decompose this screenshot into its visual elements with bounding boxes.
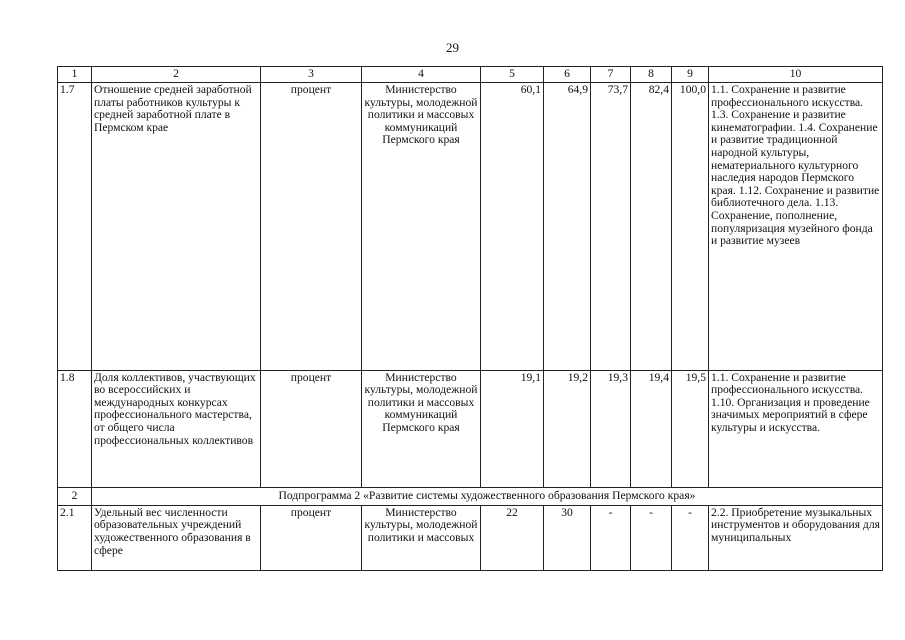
value-col-7: - (591, 505, 631, 570)
measures-cell: 1.1. Сохранение и развитие профессионального искусства. 1.10. Организация и проведение значимых мероприятий в сфере культуры и искусства. (709, 370, 883, 487)
indicator-name: Отношение средней заработной платы работников культуры к средней заработной плате в Пермском крае (92, 83, 261, 371)
header-cell: 9 (672, 67, 709, 83)
value-col-8: - (631, 505, 672, 570)
unit-cell: процент (261, 505, 362, 570)
header-cell: 4 (362, 67, 481, 83)
measures-cell: 1.1. Сохранение и развитие профессионального искусства. 1.3. Сохранение и развитие кинематографии. 1.4. Сохранение и развитие традиционной народной культуры, нематериального культурного наследия народов Пермского края. 1.12. Сохранение и развитие библиотечного дела. 1.13. Сохранение, пополнение, популяризация музейного фонда и развитие музеев (709, 83, 883, 371)
executor-cell: Министерство культуры, молодежной политики и массовых коммуникаций Пермского края (362, 370, 481, 487)
value-col-8: 19,4 (631, 370, 672, 487)
executor-cell: Министерство культуры, молодежной политики и массовых (362, 505, 481, 570)
table-row-1-8 (58, 370, 883, 487)
subprogram-row (58, 487, 883, 505)
value-col-6: 19,2 (544, 370, 591, 487)
subprogram-number: 2 (58, 487, 92, 505)
subprogram-title: Подпрограмма 2 «Развитие системы художественного образования Пермского края» (92, 487, 883, 505)
header-cell: 6 (544, 67, 591, 83)
header-cell: 7 (591, 67, 631, 83)
indicators-table (57, 66, 883, 571)
header-cell: 1 (58, 67, 92, 83)
value-col-5: 19,1 (481, 370, 544, 487)
value-col-9: 100,0 (672, 83, 709, 371)
indicator-name: Доля коллективов, участвующих во всероссийских и международных конкурсах профессионального мастерства, от общего числа профессиональных коллективов (92, 370, 261, 487)
value-col-8: 82,4 (631, 83, 672, 371)
measures-cell: 2.2. Приобретение музыкальных инструментов и оборудования для муниципальных (709, 505, 883, 570)
header-cell: 2 (92, 67, 261, 83)
value-col-9: - (672, 505, 709, 570)
table-row-1-7 (58, 83, 883, 371)
value-col-5: 60,1 (481, 83, 544, 371)
header-cell: 10 (709, 67, 883, 83)
value-col-5: 22 (481, 505, 544, 570)
executor-cell: Министерство культуры, молодежной политики и массовых коммуникаций Пермского края (362, 83, 481, 371)
unit-cell: процент (261, 83, 362, 371)
header-cell: 8 (631, 67, 672, 83)
header-cell: 3 (261, 67, 362, 83)
value-col-9: 19,5 (672, 370, 709, 487)
value-col-6: 64,9 (544, 83, 591, 371)
value-col-7: 19,3 (591, 370, 631, 487)
row-number: 1.8 (58, 370, 92, 487)
value-col-7: 73,7 (591, 83, 631, 371)
header-cell: 5 (481, 67, 544, 83)
unit-cell: процент (261, 370, 362, 487)
row-number: 1.7 (58, 83, 92, 371)
row-number: 2.1 (58, 505, 92, 570)
indicator-name: Удельный вес численности образовательных учреждений художественного образования в сфере (92, 505, 261, 570)
table-row-2-1 (58, 505, 883, 570)
value-col-6: 30 (544, 505, 591, 570)
table-header-row (58, 67, 883, 83)
page-number: 29 (446, 40, 459, 55)
